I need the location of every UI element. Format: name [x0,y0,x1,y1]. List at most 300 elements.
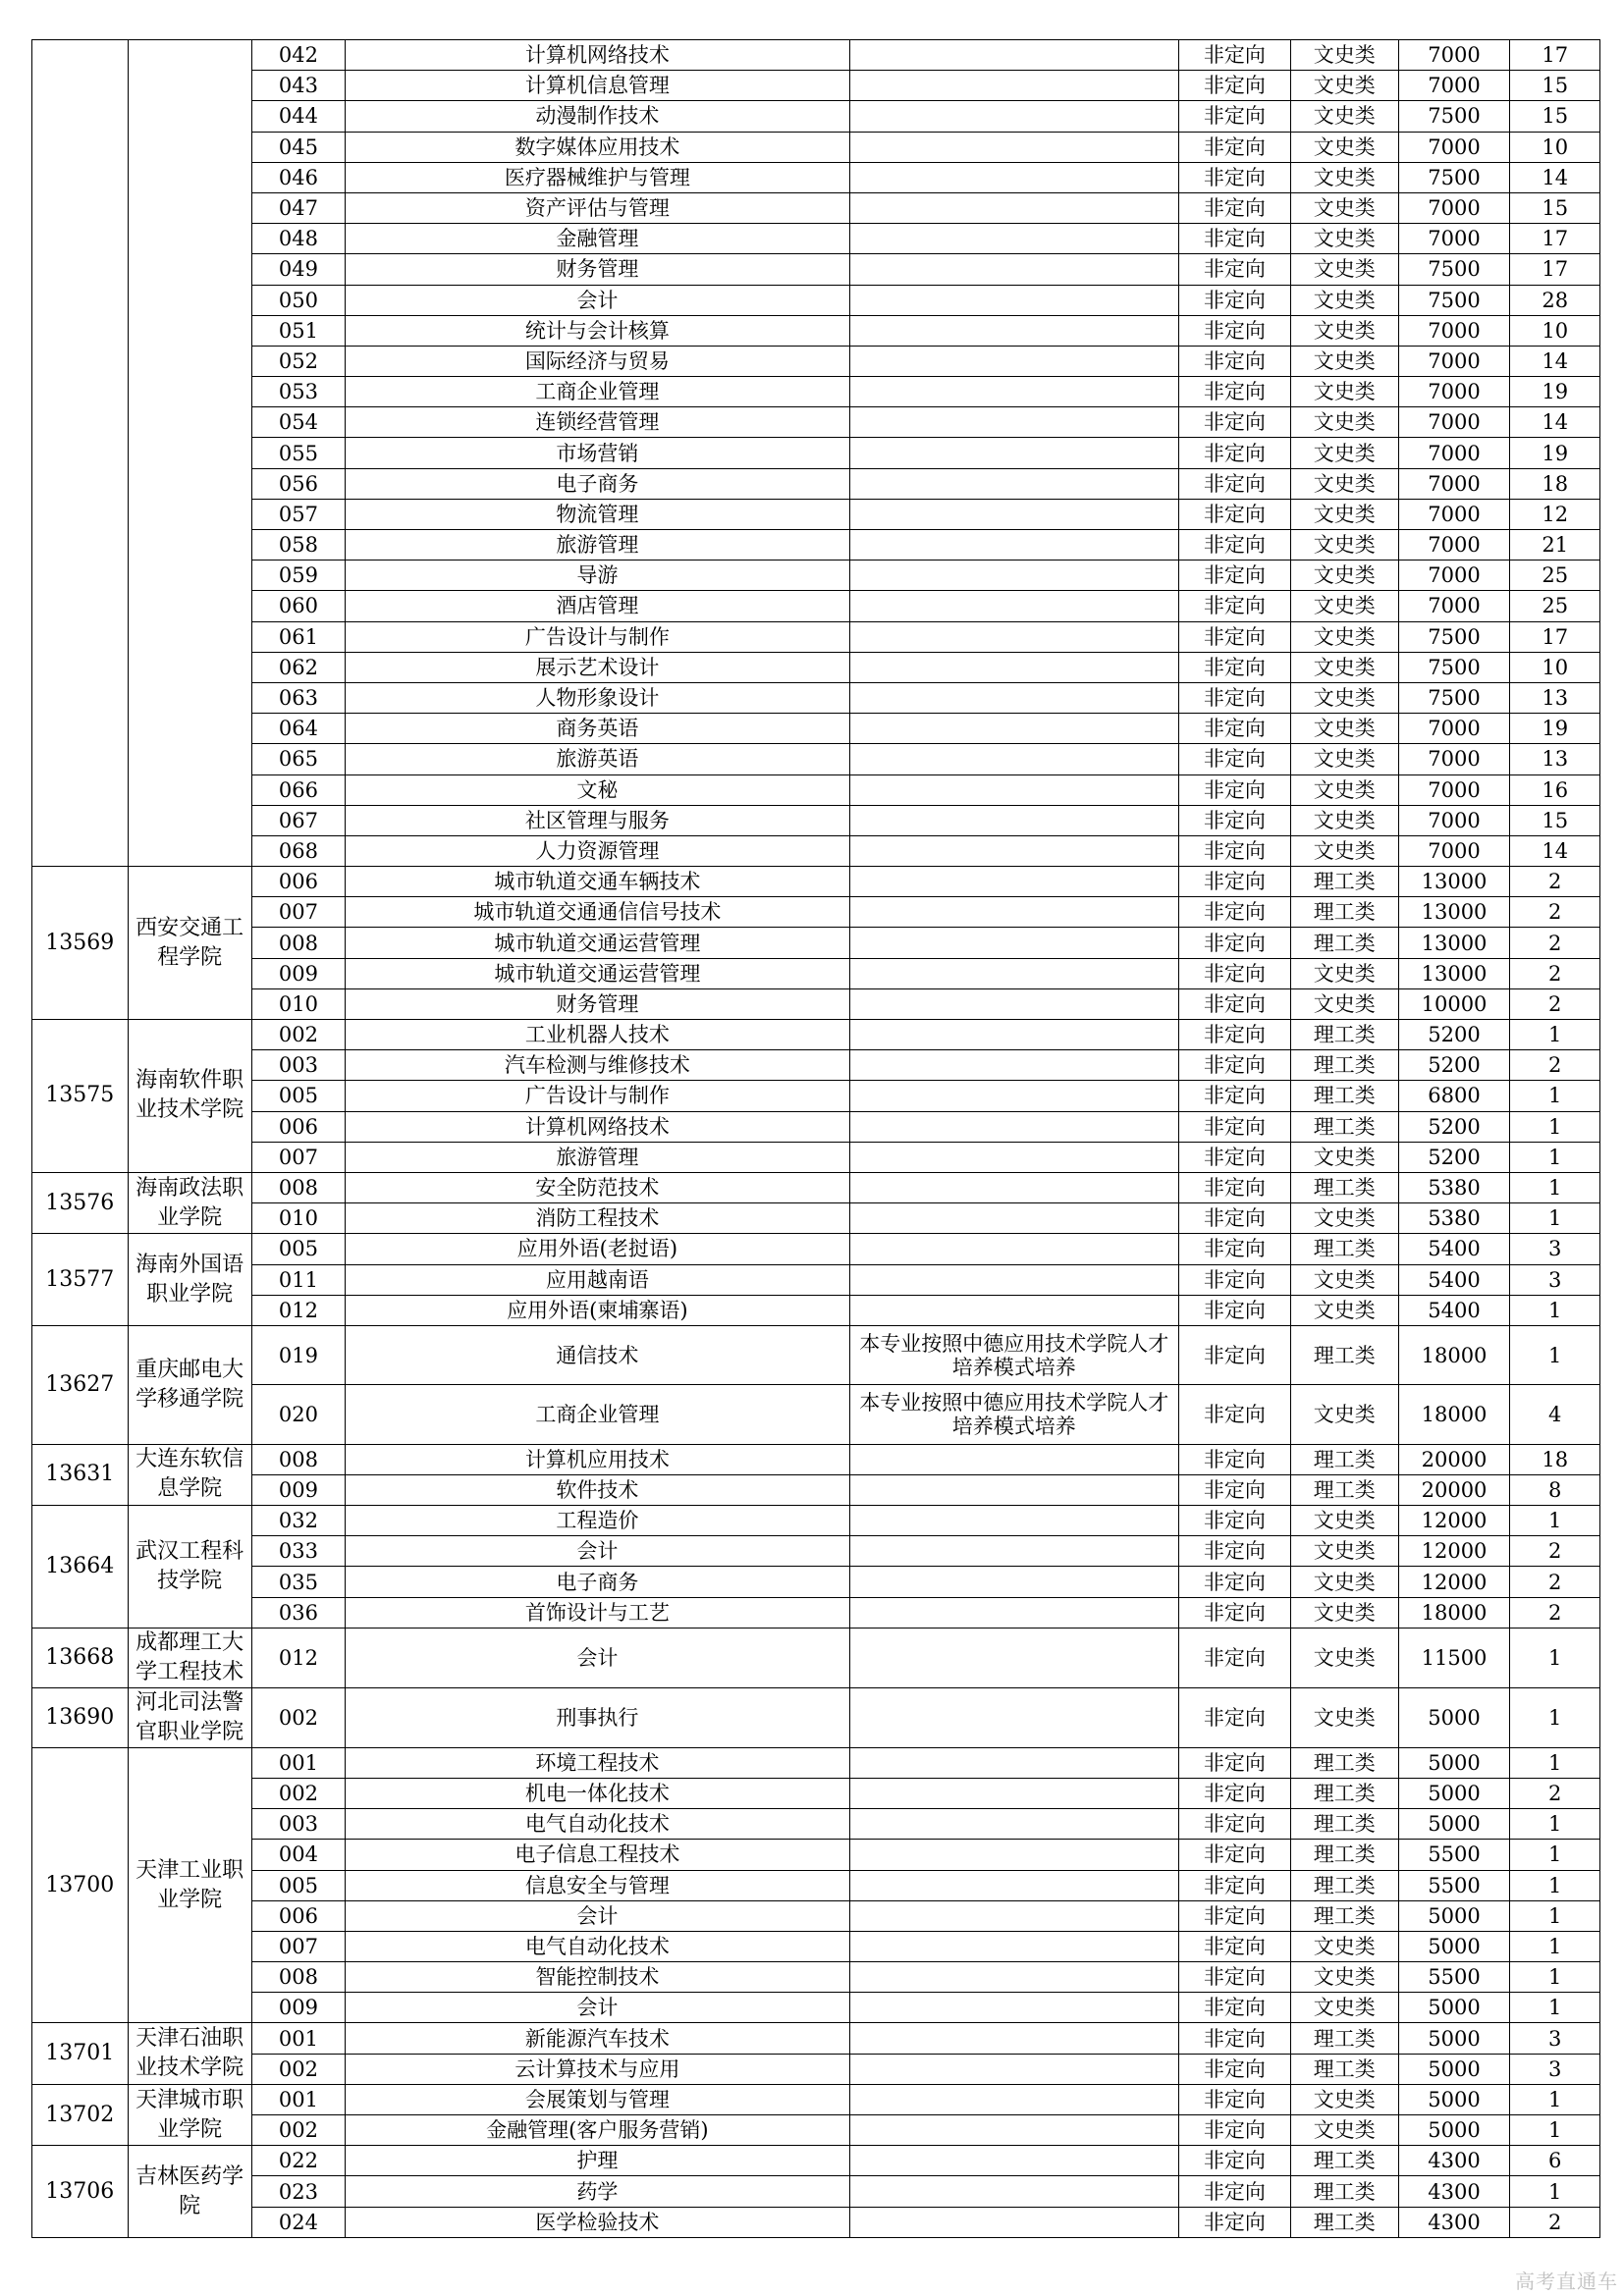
plan-type-cell: 非定向 [1178,591,1290,621]
major-code-cell: 008 [251,1172,346,1202]
table-row [32,928,1600,958]
tuition-cell: 5000 [1398,2054,1510,2084]
remark-cell [849,1203,1178,1234]
remark-cell [849,714,1178,744]
table-row [32,1931,1600,1961]
major-code-cell: 004 [251,1840,346,1870]
major-code-cell: 053 [251,377,346,407]
plan-count-cell: 1 [1510,1900,1600,1931]
tuition-cell: 7000 [1398,744,1510,774]
table-row [32,438,1600,468]
school-name-cell: 大连东软信息学院 [128,1444,251,1505]
table-row [32,897,1600,928]
major-name-cell: 电子信息工程技术 [346,1840,849,1870]
remark-cell [849,1687,1178,1747]
table-row [32,1203,1600,1234]
major-code-cell: 055 [251,438,346,468]
remark-cell [849,2023,1178,2054]
table-row [32,744,1600,774]
remark-cell [849,1809,1178,1840]
plan-count-cell: 8 [1510,1474,1600,1505]
major-code-cell: 045 [251,132,346,162]
plan-count-cell: 18 [1510,468,1600,499]
subject-category-cell: 文史类 [1290,315,1398,346]
plan-count-cell: 2 [1510,928,1600,958]
plan-count-cell: 19 [1510,438,1600,468]
plan-count-cell: 1 [1510,1325,1600,1384]
plan-type-cell: 非定向 [1178,162,1290,192]
major-code-cell: 051 [251,315,346,346]
plan-type-cell: 非定向 [1178,1840,1290,1870]
table-row [32,377,1600,407]
tuition-cell: 7000 [1398,591,1510,621]
table-row [32,1840,1600,1870]
major-name-cell: 通信技术 [346,1325,849,1384]
table-row [32,682,1600,713]
plan-type-cell: 非定向 [1178,1142,1290,1172]
tuition-cell: 13000 [1398,958,1510,988]
table-row [32,101,1600,132]
major-name-cell: 会计 [346,1993,849,2023]
table-row [32,1444,1600,1474]
subject-category-cell: 文史类 [1290,438,1398,468]
plan-type-cell: 非定向 [1178,1444,1290,1474]
table-row [32,1081,1600,1111]
table-row [32,1325,1600,1384]
major-code-cell: 009 [251,1993,346,2023]
major-name-cell: 文秘 [346,774,849,805]
tuition-cell: 20000 [1398,1474,1510,1505]
subject-category-cell: 文史类 [1290,530,1398,561]
major-code-cell: 023 [251,2176,346,2207]
major-code-cell: 012 [251,1295,346,1325]
tuition-cell: 13000 [1398,867,1510,897]
plan-count-cell: 10 [1510,132,1600,162]
major-name-cell: 智能控制技术 [346,1962,849,1993]
plan-count-cell: 10 [1510,652,1600,682]
tuition-cell: 4300 [1398,2207,1510,2237]
table-row [32,530,1600,561]
remark-cell [849,1628,1178,1687]
subject-category-cell: 文史类 [1290,1536,1398,1567]
subject-category-cell: 文史类 [1290,988,1398,1019]
table-row [32,315,1600,346]
plan-type-cell: 非定向 [1178,774,1290,805]
table-row [32,1020,1600,1050]
tuition-cell: 7500 [1398,162,1510,192]
table-row [32,2115,1600,2146]
tuition-cell: 11500 [1398,1628,1510,1687]
major-code-cell: 042 [251,40,346,71]
plan-count-cell: 1 [1510,1020,1600,1050]
major-code-cell: 007 [251,1931,346,1961]
table-row [32,499,1600,529]
plan-count-cell: 1 [1510,2115,1600,2146]
remark-cell [849,1962,1178,1993]
major-code-cell: 002 [251,1020,346,1050]
remark-cell [849,1444,1178,1474]
subject-category-cell: 理工类 [1290,1081,1398,1111]
remark-cell [849,621,1178,652]
tuition-cell: 7000 [1398,315,1510,346]
table-row [32,1506,1600,1536]
remark-cell [849,928,1178,958]
major-name-cell: 工商企业管理 [346,1385,849,1444]
major-code-cell: 049 [251,254,346,285]
plan-type-cell: 非定向 [1178,958,1290,988]
school-code-cell: 13664 [32,1506,129,1629]
table-row [32,867,1600,897]
major-code-cell: 001 [251,2023,346,2054]
major-name-cell: 信息安全与管理 [346,1870,849,1900]
school-name-cell: 天津城市职业学院 [128,2084,251,2145]
plan-type-cell: 非定向 [1178,346,1290,376]
major-code-cell: 036 [251,1597,346,1628]
subject-category-cell: 文史类 [1290,101,1398,132]
plan-type-cell: 非定向 [1178,407,1290,438]
plan-count-cell: 3 [1510,2023,1600,2054]
remark-cell [849,1900,1178,1931]
table-row [32,1962,1600,1993]
plan-count-cell: 2 [1510,1597,1600,1628]
major-name-cell: 工商企业管理 [346,377,849,407]
major-code-cell: 010 [251,1203,346,1234]
major-name-cell: 应用越南语 [346,1264,849,1295]
major-name-cell: 人物形象设计 [346,682,849,713]
plan-type-cell: 非定向 [1178,1172,1290,1202]
school-name-cell: 成都理工大学工程技术 [128,1628,251,1687]
subject-category-cell: 文史类 [1290,162,1398,192]
major-code-cell: 006 [251,1111,346,1142]
plan-count-cell: 17 [1510,254,1600,285]
major-code-cell: 001 [251,1747,346,1778]
major-code-cell: 032 [251,1506,346,1536]
subject-category-cell: 文史类 [1290,561,1398,591]
major-name-cell: 连锁经营管理 [346,407,849,438]
table-row [32,1474,1600,1505]
plan-count-cell: 3 [1510,1264,1600,1295]
tuition-cell: 7000 [1398,132,1510,162]
plan-count-cell: 1 [1510,1111,1600,1142]
plan-count-cell: 2 [1510,1567,1600,1597]
school-code-cell: 13690 [32,1687,129,1747]
table-row [32,2146,1600,2176]
plan-type-cell: 非定向 [1178,1264,1290,1295]
remark-cell [849,682,1178,713]
major-name-cell: 财务管理 [346,988,849,1019]
remark-cell [849,1081,1178,1111]
tuition-cell: 5000 [1398,2115,1510,2146]
plan-type-cell: 非定向 [1178,1962,1290,1993]
plan-type-cell: 非定向 [1178,1597,1290,1628]
remark-cell [849,1264,1178,1295]
remark-cell [849,71,1178,101]
plan-count-cell: 1 [1510,1142,1600,1172]
plan-count-cell: 14 [1510,162,1600,192]
plan-count-cell: 19 [1510,714,1600,744]
school-name-cell: 重庆邮电大学移通学院 [128,1325,251,1444]
tuition-cell: 5400 [1398,1234,1510,1264]
remark-cell [849,2115,1178,2146]
table-row [32,988,1600,1019]
plan-count-cell: 1 [1510,1203,1600,1234]
tuition-cell: 5400 [1398,1264,1510,1295]
tuition-cell: 5000 [1398,1900,1510,1931]
remark-cell [849,561,1178,591]
major-code-cell: 063 [251,682,346,713]
major-name-cell: 云计算技术与应用 [346,2054,849,2084]
school-code-cell [32,40,129,867]
major-name-cell: 会计 [346,1536,849,1567]
major-name-cell: 刑事执行 [346,1687,849,1747]
plan-count-cell: 2 [1510,897,1600,928]
plan-count-cell: 25 [1510,591,1600,621]
school-name-cell: 海南外国语职业学院 [128,1234,251,1326]
major-code-cell: 020 [251,1385,346,1444]
major-name-cell: 城市轨道交通车辆技术 [346,867,849,897]
tuition-cell: 5500 [1398,1962,1510,1993]
tuition-cell: 5000 [1398,2084,1510,2114]
tuition-cell: 12000 [1398,1567,1510,1597]
plan-type-cell: 非定向 [1178,1506,1290,1536]
major-code-cell: 003 [251,1809,346,1840]
tuition-cell: 18000 [1398,1385,1510,1444]
table-row [32,2084,1600,2114]
tuition-cell: 5000 [1398,1778,1510,1808]
major-name-cell: 电气自动化技术 [346,1809,849,1840]
major-name-cell: 计算机应用技术 [346,1444,849,1474]
major-name-cell: 电子商务 [346,1567,849,1597]
major-name-cell: 安全防范技术 [346,1172,849,1202]
plan-count-cell: 2 [1510,1778,1600,1808]
major-name-cell: 汽车检测与维修技术 [346,1050,849,1081]
school-code-cell: 13702 [32,2084,129,2145]
plan-type-cell: 非定向 [1178,1234,1290,1264]
major-name-cell: 计算机信息管理 [346,71,849,101]
major-name-cell: 展示艺术设计 [346,652,849,682]
remark-cell [849,1536,1178,1567]
plan-type-cell: 非定向 [1178,1870,1290,1900]
table-row [32,40,1600,71]
school-name-cell: 河北司法警官职业学院 [128,1687,251,1747]
subject-category-cell: 理工类 [1290,2054,1398,2084]
major-code-cell: 061 [251,621,346,652]
major-code-cell: 068 [251,835,346,866]
subject-category-cell: 理工类 [1290,2207,1398,2237]
plan-count-cell: 1 [1510,2176,1600,2207]
table-row [32,1597,1600,1628]
major-name-cell: 计算机网络技术 [346,1111,849,1142]
subject-category-cell: 文史类 [1290,377,1398,407]
subject-category-cell: 文史类 [1290,621,1398,652]
major-code-cell: 019 [251,1325,346,1384]
plan-type-cell: 非定向 [1178,1385,1290,1444]
tuition-cell: 7000 [1398,714,1510,744]
major-name-cell: 商务英语 [346,714,849,744]
subject-category-cell: 理工类 [1290,2146,1398,2176]
plan-type-cell: 非定向 [1178,2146,1290,2176]
remark-cell [849,1295,1178,1325]
remark-cell: 本专业按照中德应用技术学院人才培养模式培养 [849,1325,1178,1384]
plan-type-cell: 非定向 [1178,438,1290,468]
table-row [32,1234,1600,1264]
tuition-cell: 7500 [1398,652,1510,682]
major-code-cell: 009 [251,1474,346,1505]
plan-type-cell: 非定向 [1178,1778,1290,1808]
remark-cell [849,101,1178,132]
major-name-cell: 物流管理 [346,499,849,529]
tuition-cell: 12000 [1398,1536,1510,1567]
major-code-cell: 002 [251,1687,346,1747]
subject-category-cell: 文史类 [1290,1506,1398,1536]
major-name-cell: 国际经济与贸易 [346,346,849,376]
major-code-cell: 009 [251,958,346,988]
tuition-cell: 7000 [1398,835,1510,866]
subject-category-cell: 文史类 [1290,254,1398,285]
tuition-cell: 7000 [1398,805,1510,835]
major-code-cell: 003 [251,1050,346,1081]
school-name-cell: 天津石油职业技术学院 [128,2023,251,2084]
major-code-cell: 047 [251,192,346,223]
subject-category-cell: 文史类 [1290,468,1398,499]
tuition-cell: 7000 [1398,561,1510,591]
major-code-cell: 022 [251,2146,346,2176]
subject-category-cell: 文史类 [1290,1295,1398,1325]
major-code-cell: 035 [251,1567,346,1597]
tuition-cell: 5000 [1398,1687,1510,1747]
table-row [32,1809,1600,1840]
tuition-cell: 7000 [1398,224,1510,254]
subject-category-cell: 文史类 [1290,1203,1398,1234]
remark-cell [849,1870,1178,1900]
table-row [32,621,1600,652]
plan-count-cell: 25 [1510,561,1600,591]
major-code-cell: 006 [251,1900,346,1931]
plan-count-cell: 2 [1510,958,1600,988]
major-code-cell: 064 [251,714,346,744]
subject-category-cell: 文史类 [1290,407,1398,438]
remark-cell [849,1840,1178,1870]
table-row [32,1628,1600,1687]
subject-category-cell: 理工类 [1290,1172,1398,1202]
major-code-cell: 001 [251,2084,346,2114]
plan-type-cell: 非定向 [1178,2176,1290,2207]
tuition-cell: 5000 [1398,1931,1510,1961]
plan-type-cell: 非定向 [1178,1931,1290,1961]
tuition-cell: 7000 [1398,468,1510,499]
tuition-cell: 5000 [1398,1809,1510,1840]
major-code-cell: 048 [251,224,346,254]
major-name-cell: 会展策划与管理 [346,2084,849,2114]
plan-type-cell: 非定向 [1178,835,1290,866]
table-row [32,714,1600,744]
tuition-cell: 5200 [1398,1020,1510,1050]
remark-cell [849,162,1178,192]
major-name-cell: 资产评估与管理 [346,192,849,223]
major-code-cell: 005 [251,1870,346,1900]
subject-category-cell: 理工类 [1290,1050,1398,1081]
plan-type-cell: 非定向 [1178,1567,1290,1597]
tuition-cell: 7500 [1398,682,1510,713]
subject-category-cell: 文史类 [1290,1962,1398,1993]
subject-category-cell: 文史类 [1290,71,1398,101]
table-row [32,1264,1600,1295]
table-row [32,1900,1600,1931]
subject-category-cell: 文史类 [1290,499,1398,529]
major-name-cell: 动漫制作技术 [346,101,849,132]
major-code-cell: 033 [251,1536,346,1567]
remark-cell [849,988,1178,1019]
plan-type-cell: 非定向 [1178,1050,1290,1081]
tuition-cell: 5500 [1398,1870,1510,1900]
major-name-cell: 社区管理与服务 [346,805,849,835]
major-code-cell: 043 [251,71,346,101]
remark-cell [849,1993,1178,2023]
remark-cell [849,315,1178,346]
remark-cell [849,2084,1178,2114]
table-row [32,2054,1600,2084]
tuition-cell: 5000 [1398,2023,1510,2054]
plan-count-cell: 1 [1510,1172,1600,1202]
plan-count-cell: 2 [1510,988,1600,1019]
major-name-cell: 新能源汽车技术 [346,2023,849,2054]
plan-type-cell: 非定向 [1178,40,1290,71]
remark-cell [849,530,1178,561]
subject-category-cell: 理工类 [1290,928,1398,958]
tuition-cell: 7000 [1398,407,1510,438]
major-name-cell: 会计 [346,1628,849,1687]
major-code-cell: 057 [251,499,346,529]
major-code-cell: 005 [251,1081,346,1111]
major-name-cell: 旅游英语 [346,744,849,774]
tuition-cell: 7000 [1398,40,1510,71]
subject-category-cell: 文史类 [1290,714,1398,744]
table-row [32,1172,1600,1202]
plan-count-cell: 3 [1510,1234,1600,1264]
plan-type-cell: 非定向 [1178,744,1290,774]
plan-count-cell: 15 [1510,805,1600,835]
watermark-text: 高考直通车 [1515,2269,1618,2293]
major-code-cell: 007 [251,897,346,928]
school-code-cell: 13575 [32,1020,129,1173]
plan-type-cell: 非定向 [1178,1474,1290,1505]
remark-cell [849,958,1178,988]
remark-cell [849,346,1178,376]
plan-type-cell: 非定向 [1178,1747,1290,1778]
plan-type-cell: 非定向 [1178,1111,1290,1142]
plan-count-cell: 13 [1510,682,1600,713]
tuition-cell: 20000 [1398,1444,1510,1474]
plan-count-cell: 1 [1510,1628,1600,1687]
remark-cell [849,1567,1178,1597]
school-code-cell: 13706 [32,2146,129,2238]
school-name-cell: 海南软件职业技术学院 [128,1020,251,1173]
table-row [32,1295,1600,1325]
plan-count-cell: 17 [1510,40,1600,71]
subject-category-cell: 文史类 [1290,1385,1398,1444]
major-name-cell: 机电一体化技术 [346,1778,849,1808]
plan-count-cell: 1 [1510,2084,1600,2114]
major-code-cell: 054 [251,407,346,438]
major-name-cell: 广告设计与制作 [346,621,849,652]
major-code-cell: 046 [251,162,346,192]
plan-count-cell: 1 [1510,1506,1600,1536]
tuition-cell: 5200 [1398,1142,1510,1172]
remark-cell [849,132,1178,162]
plan-count-cell: 15 [1510,192,1600,223]
remark-cell [849,2207,1178,2237]
subject-category-cell: 文史类 [1290,1628,1398,1687]
